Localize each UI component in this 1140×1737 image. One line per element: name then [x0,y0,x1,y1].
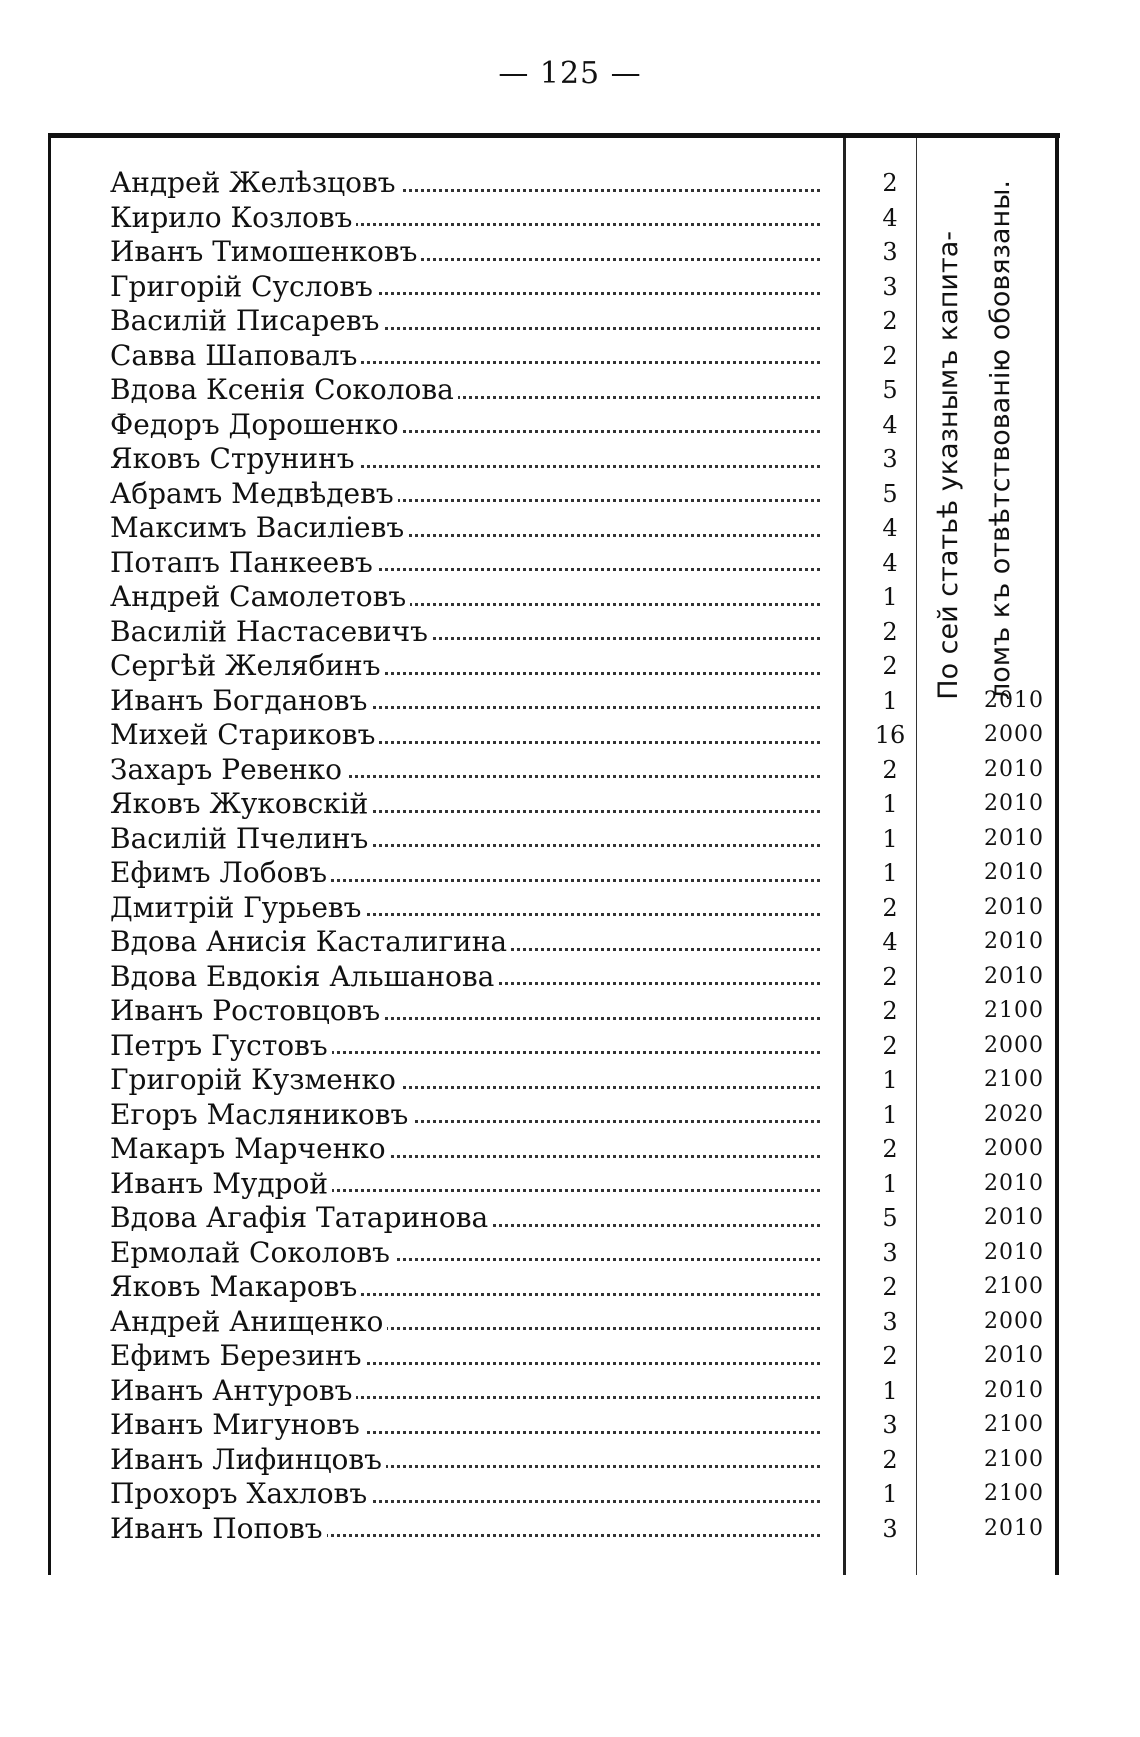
count-cell: 3 [882,1307,898,1336]
person-name [110,339,820,374]
person-name-text: Дмитрій Гурьевъ [110,891,365,924]
capital-cell: 2010 [984,1170,1044,1196]
table-row [110,1063,1050,1098]
count-cell: 5 [882,1204,898,1232]
person-name-text: Андрей Самолетовъ [110,580,410,613]
register-table [110,166,1050,1546]
person-name [110,442,820,477]
person-name-text: Вдова Ксенія Соколова [110,373,458,406]
person-name [110,787,820,822]
table-row [110,684,1050,719]
table-row [110,1167,1050,1202]
person-name [110,718,820,753]
person-name [110,477,820,512]
capital-cell: 2100 [984,1274,1044,1299]
person-name-text: Сергѣй Желябинъ [110,649,385,682]
person-name-text: Андрей Анищенко [110,1305,387,1338]
table-row [110,1132,1050,1167]
capital-cell: 2010 [984,1239,1044,1265]
person-name-text: Андрей Желѣзцовъ [110,166,400,199]
count-cell: 2 [882,1273,898,1301]
count-cell: 1 [882,583,898,611]
capital-cell: 2010 [984,1377,1044,1403]
person-name-text: Федоръ Дорошенко [110,408,403,441]
capital-cell: 2010 [984,1343,1044,1368]
table-row [110,1339,1050,1374]
person-name-text: Григорій Кузменко [110,1063,400,1096]
count-cell: 2 [882,1342,898,1370]
count-cell: 2 [882,341,898,370]
person-name [110,1305,820,1340]
table-row [110,580,1050,615]
person-name [110,1270,820,1305]
count-cell: 2 [882,652,898,680]
person-name-text: Абрамъ Медвѣдевъ [110,477,398,510]
person-name [110,235,820,270]
person-name-text: Петръ Густовъ [110,1029,332,1062]
person-name [110,1029,820,1064]
side-note-line-2: ломъ къ отвѣтствованію обовязаны. [985,179,1016,700]
count-cell: 4 [882,928,898,956]
count-cell: 3 [882,272,898,301]
count-cell: 1 [882,1169,898,1198]
person-name [110,304,820,339]
count-cell: 4 [882,203,898,232]
capital-cell: 2010 [984,791,1044,816]
table-row [110,1512,1050,1547]
count-cell: 3 [882,445,898,473]
person-name-text: Иванъ Тимошенковъ [110,235,421,268]
table-row [110,1408,1050,1443]
count-cell: 1 [882,1480,898,1508]
capital-cell: 2000 [984,1032,1044,1058]
person-name-text: Захаръ Ревенко [110,753,346,786]
table-row [110,1270,1050,1305]
person-name [110,270,820,305]
table-row [110,166,1050,201]
table-row [110,408,1050,443]
person-name-text: Макаръ Марченко [110,1132,390,1165]
count-cell: 2 [882,893,898,922]
person-name [110,1167,820,1202]
table-row [110,960,1050,995]
table-row [110,1305,1050,1340]
count-cell: 2 [882,962,898,991]
table-row [110,1029,1050,1064]
table-row [110,822,1050,857]
table-row [110,270,1050,305]
capital-cell: 2010 [984,1205,1044,1230]
table-row [110,373,1050,408]
person-name [110,856,820,891]
table-row [110,201,1050,236]
count-cell: 1 [882,1100,898,1129]
count-cell: 2 [882,169,898,197]
person-name-text: Прохоръ Хахловъ [110,1477,371,1510]
person-name-text: Иванъ Поповъ [110,1512,327,1545]
count-cell: 1 [882,686,898,715]
count-cell: 4 [882,514,898,542]
capital-cell: 2010 [984,963,1044,989]
person-name [110,1098,820,1133]
person-name [110,1132,820,1167]
person-name [110,684,820,719]
count-cell: 2 [882,307,898,335]
capital-cell: 2010 [984,1515,1044,1541]
person-name [110,373,820,408]
person-name [110,649,820,684]
count-cell: 2 [882,617,898,646]
person-name-text: Ермолай Соколовъ [110,1236,394,1269]
table-row [110,718,1050,753]
table-row [110,546,1050,581]
count-cell: 16 [874,721,906,749]
table-row [110,994,1050,1029]
person-name [110,1201,820,1236]
table-row [110,1098,1050,1133]
capital-cell: 2000 [984,722,1044,747]
table-row [110,442,1050,477]
person-name-text: Иванъ Мигуновъ [110,1408,364,1441]
count-cell: 2 [882,1135,898,1163]
person-name [110,960,820,995]
table-row [110,511,1050,546]
person-name-text: Максимъ Василіевъ [110,511,408,544]
person-name [110,546,820,581]
table-row [110,339,1050,374]
person-name [110,511,820,546]
table-row [110,753,1050,788]
count-cell: 1 [882,1066,898,1094]
person-name [110,753,820,788]
table-row [110,615,1050,650]
table-row [110,235,1050,270]
person-name [110,1512,820,1547]
person-name-text: Яковъ Макаровъ [110,1270,361,1303]
count-cell: 4 [882,410,898,439]
person-name-text: Егоръ Масляниковъ [110,1098,412,1131]
count-cell: 4 [882,548,898,577]
capital-cell: 2100 [984,1446,1044,1472]
person-name-text: Иванъ Мудрой [110,1167,332,1200]
count-cell: 1 [882,1376,898,1405]
person-name [110,408,820,443]
count-cell: 1 [882,859,898,887]
capital-cell: 2000 [984,1308,1044,1334]
person-name [110,1477,820,1512]
capital-cell: 2100 [984,998,1044,1023]
person-name [110,615,820,650]
person-name-text: Яковъ Жуковскій [110,787,372,820]
person-name-text: Потапъ Панкеевъ [110,546,377,579]
table-row [110,891,1050,926]
table-row [110,304,1050,339]
capital-cell: 2010 [984,894,1044,920]
capital-cell: 2100 [984,1481,1044,1506]
table-left-rule [48,135,51,1575]
person-name [110,822,820,857]
count-cell: 5 [882,479,898,508]
table-row [110,787,1050,822]
person-name [110,580,820,615]
capital-cell: 2020 [984,1101,1044,1127]
count-cell: 3 [882,238,898,266]
table-row [110,856,1050,891]
capital-cell: 2000 [984,1136,1044,1161]
count-cell: 3 [882,1514,898,1543]
table-row [110,1477,1050,1512]
page-number: — 125 — [498,56,642,91]
count-cell: 3 [882,1411,898,1439]
person-name-text: Ефимъ Лобовъ [110,856,331,889]
capital-cell: 2100 [984,1412,1044,1437]
person-name [110,166,820,201]
person-name [110,1236,820,1271]
person-name-text: Иванъ Ростовцовъ [110,994,384,1027]
count-cell: 2 [882,997,898,1025]
person-name [110,994,820,1029]
capital-cell: 2100 [984,1067,1044,1092]
person-name [110,1443,820,1478]
person-name-text: Михей Стариковъ [110,718,379,751]
person-name-text: Кирило Козловъ [110,201,356,234]
person-name-text: Савва Шаповалъ [110,339,361,372]
count-cell: 2 [882,1445,898,1474]
person-name [110,201,820,236]
person-name [110,1339,820,1374]
capital-cell: 2010 [984,929,1044,954]
person-name-text: Ефимъ Березинъ [110,1339,366,1372]
count-cell: 2 [882,755,898,784]
person-name-text: Василій Писаревъ [110,304,383,337]
count-cell: 5 [882,376,898,404]
count-cell: 1 [882,824,898,853]
capital-cell: 2010 [984,860,1044,885]
table-row [110,649,1050,684]
person-name [110,1408,820,1443]
person-name [110,1063,820,1098]
capital-cell: 2010 [984,756,1044,782]
capital-cell: 2010 [984,825,1044,851]
count-cell: 1 [882,790,898,818]
capital-cell: 2010 [984,687,1044,713]
person-name-text: Яковъ Струнинъ [110,442,359,475]
table-row [110,925,1050,960]
person-name [110,891,820,926]
person-name-text: Иванъ Богдановъ [110,684,371,717]
count-cell: 3 [882,1238,898,1267]
table-row [110,477,1050,512]
person-name-text: Григорій Сусловъ [110,270,377,303]
person-name-text: Вдова Агафія Татаринова [110,1201,492,1234]
table-row [110,1236,1050,1271]
person-name-text: Вдова Анисія Касталигина [110,925,511,958]
person-name-text: Вдова Евдокія Альшанова [110,960,498,993]
person-name-text: Василій Пчелинъ [110,822,372,855]
table-row [110,1374,1050,1409]
side-note-line-1: По сей статьѣ указнымъ капита- [933,231,964,700]
table-row [110,1443,1050,1478]
person-name-text: Василій Настасевичъ [110,615,432,648]
person-name [110,925,820,960]
person-name-text: Иванъ Антуровъ [110,1374,356,1407]
person-name [110,1374,820,1409]
count-cell: 2 [882,1031,898,1060]
table-top-rule [48,133,1060,138]
table-row [110,1201,1050,1236]
person-name-text: Иванъ Лифинцовъ [110,1443,386,1476]
